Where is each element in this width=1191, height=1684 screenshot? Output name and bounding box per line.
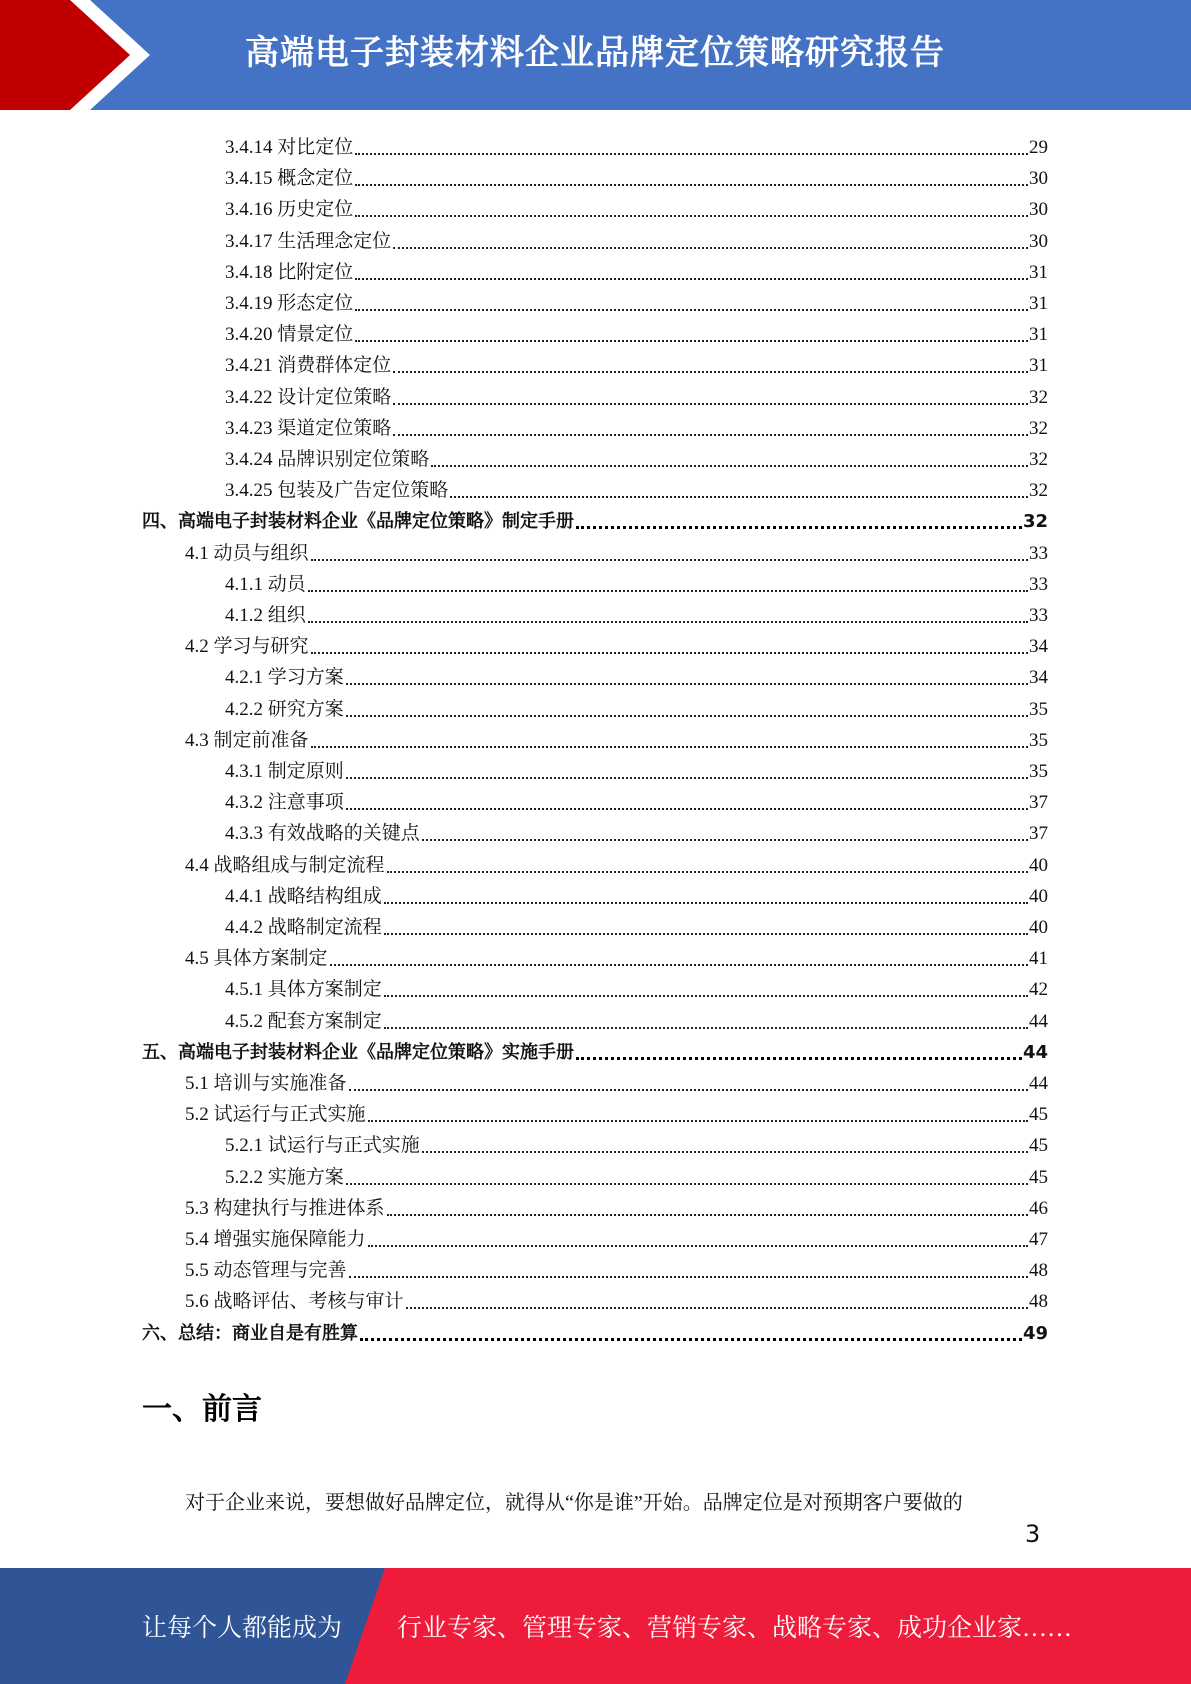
toc-entry-page: 37	[1029, 792, 1048, 814]
toc-entry-page: 31	[1029, 324, 1048, 346]
toc-entry-page: 45	[1029, 1166, 1048, 1188]
toc-entry-page: 47	[1029, 1229, 1048, 1250]
toc-entry-label: 4.3.2 注意事项	[225, 792, 344, 814]
toc-entry-page: 33	[1029, 605, 1048, 626]
toc-leader-dots	[387, 1214, 1028, 1216]
toc-entry-page: 44	[1029, 1010, 1048, 1032]
body-paragraph: 对于企业来说，要想做好品牌定位，就得从“你是谁”开始。品牌定位是对预期客户要做的	[185, 1492, 963, 1514]
toc-entry[interactable]	[225, 1002, 1048, 1033]
toc-entry[interactable]	[185, 939, 1048, 970]
toc-entry[interactable]	[225, 783, 1048, 814]
toc-entry-label: 3.4.20 情景定位	[225, 324, 354, 346]
toc-leader-dots	[308, 621, 1028, 623]
toc-entry-page: 34	[1029, 636, 1048, 658]
toc-entry-label: 4.1 动员与组织	[185, 542, 309, 564]
toc-entry[interactable]	[142, 1033, 1048, 1064]
toc-leader-dots	[355, 215, 1028, 217]
toc-leader-dots	[384, 933, 1028, 935]
toc-entry[interactable]	[225, 1126, 1048, 1157]
toc-leader-dots	[393, 371, 1028, 373]
toc-leader-dots	[308, 590, 1028, 592]
toc-leader-dots	[393, 434, 1028, 436]
toc-entry-label: 4.1.2 组织	[225, 605, 306, 626]
toc-entry[interactable]	[225, 253, 1048, 284]
toc-leader-dots	[355, 184, 1028, 186]
toc-leader-dots	[355, 309, 1028, 311]
toc-entry-label: 4.3.3 有效战略的关键点	[225, 823, 420, 845]
toc-leader-dots	[349, 1089, 1028, 1091]
toc-entry-label: 3.4.21 消费群体定位	[225, 355, 392, 377]
toc-entry[interactable]	[225, 128, 1048, 159]
toc-entry[interactable]	[185, 1095, 1048, 1126]
toc-entry-page: 44	[1029, 1073, 1048, 1094]
toc-leader-dots	[384, 902, 1028, 904]
toc-leader-dots	[355, 278, 1028, 280]
toc-leader-dots	[422, 1151, 1028, 1153]
toc-entry-page: 29	[1029, 137, 1048, 158]
toc-entry-page: 33	[1029, 573, 1048, 595]
toc-entry-label: 4.3 制定前准备	[185, 729, 309, 751]
toc-entry[interactable]	[225, 378, 1048, 409]
toc-entry[interactable]	[225, 222, 1048, 253]
toc-leader-dots	[393, 247, 1028, 249]
toc-leader-dots	[576, 526, 1022, 529]
toc-entry-label: 五、高端电子封装材料企业《品牌定位策略》实施手册	[142, 1041, 574, 1063]
toc-leader-dots	[355, 153, 1028, 155]
header-arrow-red	[0, 0, 130, 110]
toc-leader-dots	[384, 1027, 1028, 1029]
toc-entry-label: 5.1 培训与实施准备	[185, 1073, 347, 1094]
toc-entry-page: 41	[1029, 948, 1048, 970]
toc-entry-label: 4.5.2 配套方案制定	[225, 1010, 382, 1032]
toc-leader-dots	[431, 465, 1028, 467]
toc-entry-label: 3.4.18 比附定位	[225, 261, 354, 283]
toc-entry-label: 六、总结：商业自是有胜算	[142, 1322, 358, 1344]
toc-entry[interactable]	[185, 1282, 1048, 1313]
toc-entry[interactable]	[225, 190, 1048, 221]
toc-leader-dots	[346, 683, 1028, 685]
toc-entry-page: 31	[1029, 355, 1048, 377]
toc-entry-page: 32	[1029, 449, 1048, 470]
toc-entry[interactable]	[225, 409, 1048, 440]
toc-entry-label: 3.4.16 历史定位	[225, 199, 354, 221]
toc-entry-page: 32	[1029, 417, 1048, 439]
toc-entry[interactable]	[185, 1220, 1048, 1251]
header-arrow-logo	[0, 0, 160, 110]
toc-entry-page: 45	[1029, 1104, 1048, 1126]
toc-entry-label: 5.2.1 试运行与正式实施	[225, 1135, 420, 1157]
toc-leader-dots	[360, 1338, 1022, 1341]
toc-entry[interactable]	[225, 658, 1048, 689]
toc-entry-page: 49	[1022, 1322, 1048, 1344]
toc-leader-dots	[330, 964, 1028, 966]
toc-entry-label: 4.4 战略组成与制定流程	[185, 854, 385, 876]
section-heading: 一、前言	[142, 1392, 262, 1427]
toc-entry-page: 42	[1029, 979, 1048, 1001]
toc-entry-label: 5.6 战略评估、考核与审计	[185, 1291, 404, 1313]
toc-entry-page: 35	[1029, 729, 1048, 751]
toc-entry[interactable]	[185, 721, 1048, 752]
toc-leader-dots	[422, 839, 1028, 841]
footer-slogan-right: 行业专家、管理专家、营销专家、战略专家、成功企业家……	[397, 1615, 1073, 1642]
toc-entry-page: 44	[1022, 1041, 1048, 1063]
toc-entry-page: 45	[1029, 1135, 1048, 1157]
toc-entry[interactable]	[225, 1158, 1048, 1189]
toc-entry[interactable]	[225, 814, 1048, 845]
toc-leader-dots	[406, 1307, 1028, 1309]
toc-entry-page: 30	[1029, 168, 1048, 190]
toc-entry-page: 48	[1029, 1291, 1048, 1313]
toc-entry-label: 5.2 试运行与正式实施	[185, 1104, 366, 1126]
document-title: 高端电子封装材料企业品牌定位策略研究报告	[245, 33, 945, 73]
toc-entry[interactable]	[185, 846, 1048, 877]
toc-entry[interactable]	[225, 596, 1048, 627]
toc-entry-label: 5.3 构建执行与推进体系	[185, 1197, 385, 1219]
page-number: 3	[1025, 1520, 1041, 1548]
toc-entry-label: 4.2.1 学习方案	[225, 667, 344, 689]
toc-entry-label: 3.4.14 对比定位	[225, 137, 354, 158]
footer-slogan-left: 让每个人都能成为	[142, 1615, 343, 1642]
toc-leader-dots	[349, 1276, 1028, 1278]
toc-entry[interactable]	[185, 1251, 1048, 1282]
toc-leader-dots	[346, 777, 1028, 779]
toc-leader-dots	[576, 1057, 1022, 1060]
toc-entry[interactable]	[142, 1314, 1048, 1345]
toc-entry[interactable]	[225, 908, 1048, 939]
page-footer	[0, 1568, 1191, 1684]
toc-entry-page: 35	[1029, 698, 1048, 720]
toc-entry-page: 30	[1029, 199, 1048, 221]
toc-entry-label: 4.5.1 具体方案制定	[225, 979, 382, 1001]
toc-leader-dots	[368, 1245, 1028, 1247]
toc-entry[interactable]	[225, 471, 1048, 502]
toc-leader-dots	[346, 808, 1028, 810]
toc-entry-page: 32	[1029, 386, 1048, 408]
toc-entry[interactable]	[185, 534, 1048, 565]
toc-entry-page: 48	[1029, 1260, 1048, 1282]
toc-leader-dots	[393, 403, 1028, 405]
toc-entry-label: 3.4.19 形态定位	[225, 293, 354, 314]
toc-entry[interactable]	[185, 1189, 1048, 1220]
toc-leader-dots	[346, 1183, 1028, 1185]
toc-entry[interactable]	[185, 627, 1048, 658]
toc-entry-page: 32	[1022, 511, 1048, 533]
toc-entry[interactable]	[225, 970, 1048, 1001]
toc-entry-label: 3.4.23 渠道定位策略	[225, 417, 392, 439]
toc-leader-dots	[368, 1120, 1028, 1122]
toc-entry-label: 4.5 具体方案制定	[185, 948, 328, 970]
toc-entry-label: 3.4.15 概念定位	[225, 168, 354, 190]
toc-entry-page: 32	[1029, 480, 1048, 502]
toc-entry-page: 31	[1029, 293, 1048, 314]
toc-entry-page: 34	[1029, 667, 1048, 689]
toc-leader-dots	[311, 652, 1028, 654]
toc-entry-label: 5.4 增强实施保障能力	[185, 1229, 366, 1250]
toc-entry[interactable]	[225, 284, 1048, 315]
toc-entry-page: 33	[1029, 542, 1048, 564]
toc-entry[interactable]	[225, 346, 1048, 377]
toc-entry[interactable]	[225, 752, 1048, 783]
toc-entry-label: 3.4.25 包装及广告定位策略	[225, 480, 449, 502]
toc-entry-label: 5.2.2 实施方案	[225, 1166, 344, 1188]
toc-entry-page: 31	[1029, 261, 1048, 283]
toc-entry-label: 4.2 学习与研究	[185, 636, 309, 658]
toc-entry-label: 4.3.1 制定原则	[225, 761, 344, 782]
toc-entry-page: 46	[1029, 1197, 1048, 1219]
toc-entry-page: 40	[1029, 854, 1048, 876]
toc-entry-label: 4.1.1 动员	[225, 573, 306, 595]
toc-entry-label: 3.4.22 设计定位策略	[225, 386, 392, 408]
toc-leader-dots	[346, 715, 1028, 717]
toc-entry-label: 5.5 动态管理与完善	[185, 1260, 347, 1282]
toc-leader-dots	[311, 746, 1028, 748]
toc-leader-dots	[450, 496, 1028, 498]
toc-entry-label: 4.4.1 战略结构组成	[225, 885, 382, 907]
toc-entry[interactable]	[225, 315, 1048, 346]
toc-entry[interactable]	[225, 159, 1048, 190]
toc-entry-label: 四、高端电子封装材料企业《品牌定位策略》制定手册	[142, 511, 574, 533]
toc-entry[interactable]	[225, 877, 1048, 908]
toc-entry[interactable]	[185, 1064, 1048, 1095]
toc-entry-page: 30	[1029, 230, 1048, 252]
page-header	[0, 0, 1191, 110]
toc-leader-dots	[387, 871, 1028, 873]
toc-entry-page: 40	[1029, 917, 1048, 938]
toc-entry[interactable]	[142, 502, 1048, 533]
toc-entry-label: 3.4.17 生活理念定位	[225, 230, 392, 252]
toc-entry[interactable]	[225, 690, 1048, 721]
toc-entry[interactable]	[225, 440, 1048, 471]
toc-entry-label: 4.4.2 战略制定流程	[225, 917, 382, 938]
toc-entry-page: 37	[1029, 823, 1048, 845]
toc-leader-dots	[355, 340, 1028, 342]
toc-entry-page: 35	[1029, 761, 1048, 782]
toc-entry-page: 40	[1029, 885, 1048, 907]
toc-entry-label: 4.2.2 研究方案	[225, 698, 344, 720]
toc-entry-label: 3.4.24 品牌识别定位策略	[225, 449, 430, 470]
toc-leader-dots	[384, 995, 1028, 997]
toc-entry[interactable]	[225, 565, 1048, 596]
toc-leader-dots	[311, 559, 1028, 561]
